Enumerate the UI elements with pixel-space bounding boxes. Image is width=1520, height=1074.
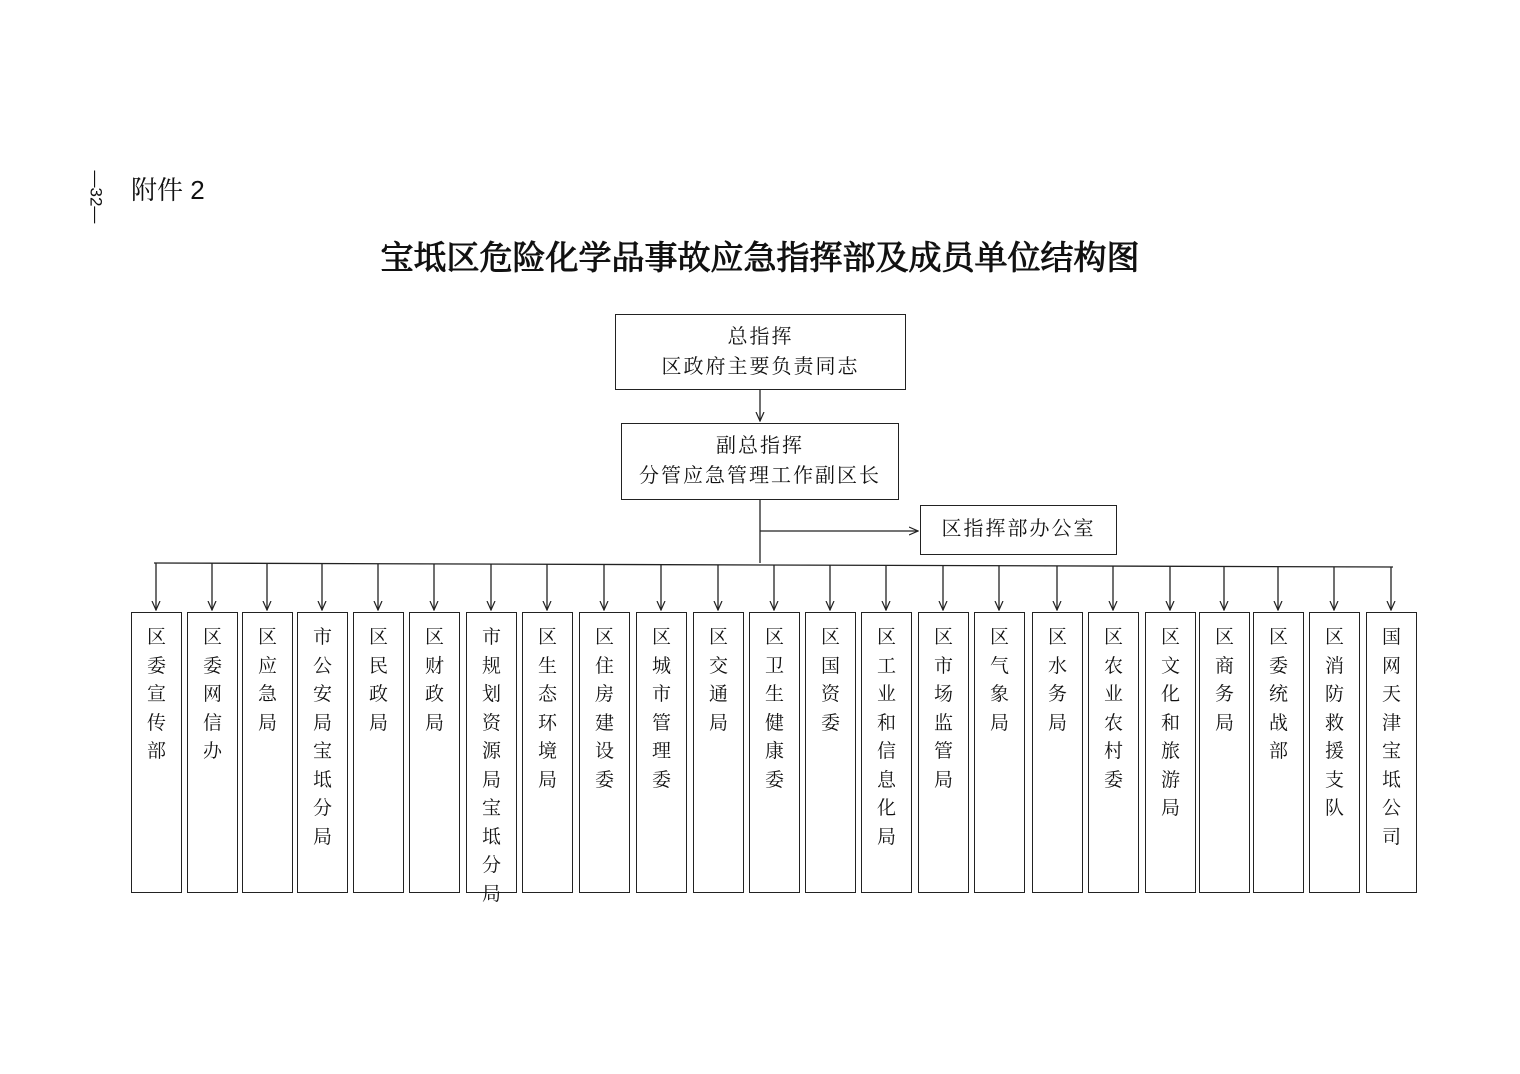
member-unit-label: 区应急局 <box>257 626 277 734</box>
member-unit-label: 市规划资源局宝坻分局 <box>481 626 501 905</box>
connector-units-bus <box>154 563 1393 567</box>
deputy-commander-box <box>621 423 899 500</box>
member-unit-label: 区生态环境局 <box>537 626 557 791</box>
member-unit-label: 区民政局 <box>368 626 388 734</box>
member-unit-label: 区水务局 <box>1047 626 1067 734</box>
diagram-title: 宝坻区危险化学品事故应急指挥部及成员单位结构图 <box>380 238 1140 277</box>
deputy-role: 副总指挥 <box>716 433 804 457</box>
member-unit-box <box>466 612 517 905</box>
member-unit-label: 区委统战部 <box>1268 626 1288 762</box>
member-unit-label: 区工业和信息化局 <box>876 626 896 848</box>
member-unit-box <box>1366 612 1417 893</box>
member-unit-label: 区市场监管局 <box>933 626 953 791</box>
member-unit-box <box>1253 612 1304 893</box>
member-unit-box <box>805 612 856 893</box>
member-unit-label: 市公安局宝坻分局 <box>312 626 332 848</box>
member-unit-label: 区城市管理委 <box>651 626 671 791</box>
member-unit-label: 区委网信办 <box>202 626 222 762</box>
member-unit-box <box>974 612 1025 893</box>
member-unit-label: 区商务局 <box>1214 626 1234 734</box>
attachment-label: 附件 2 <box>131 175 205 205</box>
command-office-box: 区指挥部办公室 <box>920 505 1117 555</box>
member-unit-box <box>297 612 348 893</box>
member-unit-box <box>918 612 969 893</box>
member-unit-box <box>579 612 630 893</box>
member-unit-label: 区委宣传部 <box>146 626 166 762</box>
member-unit-label: 区财政局 <box>424 626 444 734</box>
member-unit-box <box>1309 612 1360 893</box>
member-unit-box <box>1032 612 1083 893</box>
member-unit-label: 区住房建设委 <box>594 626 614 791</box>
member-unit-box <box>749 612 800 893</box>
commander-box <box>615 314 906 390</box>
commander-person: 区政府主要负责同志 <box>661 354 860 378</box>
member-unit-box <box>187 612 238 893</box>
commander-role: 总指挥 <box>727 324 794 348</box>
member-unit-box <box>522 612 573 893</box>
page-number: —32— <box>86 170 106 224</box>
member-unit-label: 区国资委 <box>820 626 840 734</box>
member-unit-label: 区气象局 <box>989 626 1009 734</box>
member-unit-label: 区卫生健康委 <box>764 626 784 791</box>
member-unit-box <box>861 612 912 893</box>
member-unit-box <box>1199 612 1250 893</box>
member-unit-label: 区农业农村委 <box>1103 626 1123 791</box>
member-unit-label: 区消防救援支队 <box>1324 626 1344 819</box>
member-unit-label: 国网天津宝坻公司 <box>1381 626 1401 848</box>
member-unit-box <box>1088 612 1139 893</box>
member-unit-box <box>636 612 687 893</box>
deputy-person: 分管应急管理工作副区长 <box>639 463 881 487</box>
member-unit-label: 区交通局 <box>708 626 728 734</box>
member-unit-box <box>353 612 404 893</box>
member-unit-label: 区文化和旅游局 <box>1160 626 1180 819</box>
member-unit-box <box>693 612 744 893</box>
member-unit-box <box>409 612 460 893</box>
member-unit-box <box>242 612 293 893</box>
member-unit-box <box>1145 612 1196 893</box>
member-unit-box <box>131 612 182 893</box>
